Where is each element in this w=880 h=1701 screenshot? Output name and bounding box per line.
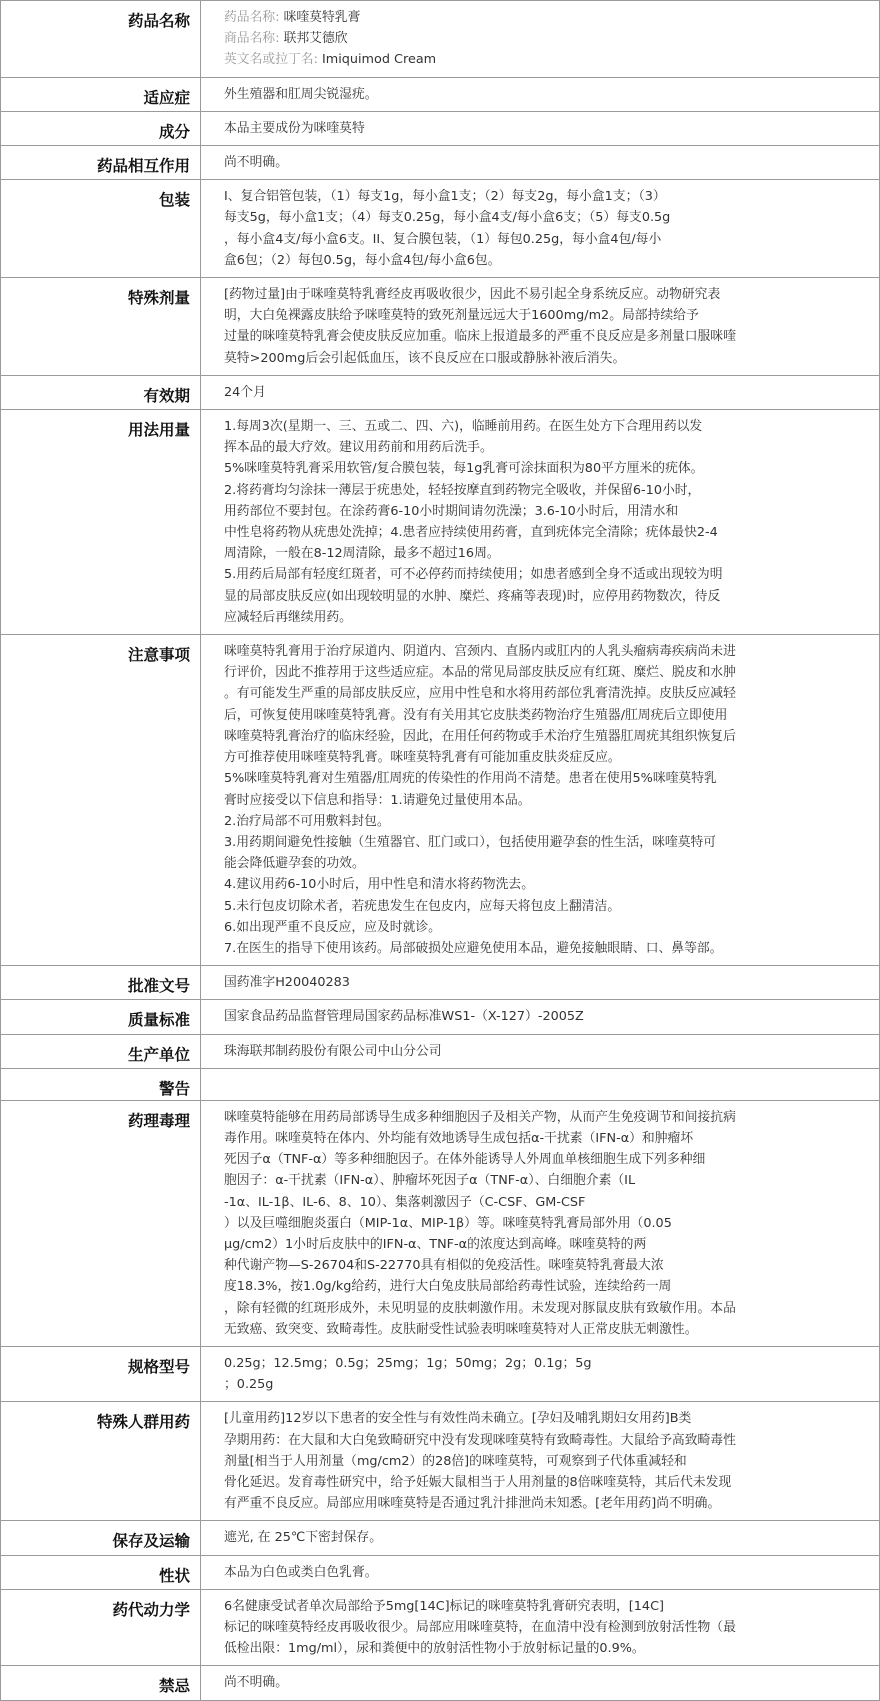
text-line: 标记的咪喹莫特经皮再吸收很少。局部应用咪喹莫特，在血清中没有检测到放射活性物（最 <box>224 1620 736 1635</box>
text-line: 膏时应接受以下信息和指导：1.请避免过量使用本品。 <box>224 792 531 808</box>
text-line: 5.用药后局部有轻度红斑者，可不必停药而持续使用；如患者感到全身不适或出现较为明 <box>224 567 723 583</box>
text-line: 国药准字H20040283 <box>224 975 350 991</box>
info-row <box>1 1068 880 1100</box>
text-line: 尚不明确。 <box>224 155 288 171</box>
text-line: 骨化延迟。发育毒性研究中，给予妊娠大鼠相当于人用剂量的8倍咪喹莫特，其后代未发现 <box>224 1474 732 1490</box>
info-row <box>1 1034 880 1068</box>
row-label: 药品名称 <box>1 1 201 78</box>
row-value <box>201 1346 880 1401</box>
row-value <box>201 1068 880 1100</box>
info-row <box>1 1 880 78</box>
text-line: 外生殖器和肛周尖锐湿疣。 <box>224 86 378 102</box>
name-value: Imiquimod Cream <box>321 52 437 68</box>
row-label: 特殊剂量 <box>1 278 201 376</box>
row-value <box>201 1521 880 1555</box>
text-line: 种代谢产物—S-26704和S-22770具有相似的免疫活性。咪喹莫特乳膏最大浓 <box>224 1258 664 1274</box>
text-line: 能会降低避孕套的功效。 <box>224 856 365 872</box>
text-line: 死因子α（TNF-α）等多种细胞因子。在体外能诱导人外周血单核细胞生成下列多种细 <box>224 1152 706 1168</box>
text-line: 本品为白色或类白色乳膏。 <box>224 1564 378 1580</box>
row-value <box>201 1555 880 1589</box>
row-label: 性状 <box>1 1555 201 1589</box>
name-line <box>224 49 799 70</box>
text-line: 2.将药膏均匀涂抹一薄层于疣患处，轻轻按摩直到药物完全吸收，并保留6-10小时， <box>224 482 701 498</box>
info-row <box>1 375 880 409</box>
row-label: 有效期 <box>1 375 201 409</box>
info-row <box>1 1666 880 1700</box>
info-row <box>1 1555 880 1589</box>
text-line: ）以及巨噬细胞炎蛋白（MIP-1α、MIP-1β）等。咪喹莫特乳膏局部外用（0.05 <box>224 1215 672 1231</box>
text-line: 周清除，一般在8-12周清除，最多不超过16周。 <box>224 546 500 562</box>
row-label: 禁忌 <box>1 1666 201 1700</box>
name-value: 联邦艾德欣 <box>283 31 348 47</box>
row-value <box>201 1589 880 1666</box>
row-label: 特殊人群用药 <box>1 1402 201 1521</box>
text-line: 中性皂将药物从疣患处洗掉；4.患者应持续使用药膏，直到疣体完全清除；疣体最快2-4 <box>224 525 718 541</box>
text-line: ，每小盒4支/每小盒6支。II、复合膜包装，（1）每包0.25g，每小盒4包/每小 <box>224 231 662 247</box>
text-line: 有严重不良反应。局部应用咪喹莫特是否通过乳汁排泄尚未知悉。[老年用药]尚不明确。 <box>224 1496 721 1512</box>
text-line: 本品主要成份为咪喹莫特 <box>224 120 365 136</box>
row-value <box>201 111 880 145</box>
row-label: 包装 <box>1 180 201 278</box>
text-line: 5%咪喹莫特乳膏对生殖器/肛周疣的传染性的作用尚不清楚。患者在使用5%咪喹莫特乳 <box>224 771 717 787</box>
text-line: 盒6包；（2）每包0.5g，每小盒4包/每小盒6包。 <box>224 252 501 268</box>
text-line: 咪喹莫特乳膏治疗的临床经验，因此，在用任何药物或手术治疗生殖器肛周疣其组织恢复后 <box>224 728 736 744</box>
row-value <box>201 1402 880 1521</box>
row-value <box>201 635 880 966</box>
row-label: 适应症 <box>1 77 201 111</box>
text-line: 咪喹莫特乳膏用于治疗尿道内、阴道内、宫颈内、直肠内或肛内的人乳头瘤病毒疾病尚未进 <box>224 644 736 660</box>
text-line: 0.25g；12.5mg；0.5g；25mg；1g；50mg；2g；0.1g；5g <box>224 1355 592 1371</box>
row-label: 规格型号 <box>1 1346 201 1401</box>
name-key: 英文名或拉丁名: <box>224 52 318 68</box>
row-value <box>201 966 880 1000</box>
text-line: 每支5g，每小盒1支；（4）每支0.25g，每小盒4支/每小盒6支；（5）每支0.5g <box>224 210 671 226</box>
row-value <box>201 1000 880 1034</box>
info-row <box>1 1402 880 1521</box>
text-line: μg/cm2）1小时后皮肤中的IFN-α、TNF-α的浓度达到高峰。咪喹莫特的两 <box>224 1236 647 1252</box>
text-line: 6名健康受试者单次局部给予5mg[14C]标记的咪喹莫特乳膏研究表明，[14C] <box>224 1598 664 1614</box>
text-line: 5%咪喹莫特乳膏采用软管/复合膜包装，每1g乳膏可涂抹面积为80平方厘米的疣体。 <box>224 461 704 477</box>
row-label: 保存及运输 <box>1 1521 201 1555</box>
row-value <box>201 1100 880 1346</box>
row-value <box>201 1034 880 1068</box>
text-line: 遮光, 在 25℃下密封保存。 <box>224 1530 383 1546</box>
row-value <box>201 1666 880 1700</box>
text-line: 无致癌、致突变、致畸毒性。皮肤耐受性试验表明咪喹莫特对人正常皮肤无刺激性。 <box>224 1321 698 1337</box>
info-row <box>1 1589 880 1666</box>
text-line: 度18.3%，按1.0g/kg给药，进行大白兔皮肤局部给药毒性试验，连续给药一周 <box>224 1279 672 1295</box>
row-label: 批准文号 <box>1 966 201 1000</box>
text-line: 毒作用。咪喹莫特在体内、外均能有效地诱导生成包括α-干扰素（IFN-α）和肿瘤坏 <box>224 1130 694 1146</box>
text-line: 应减轻后再继续用药。 <box>224 609 352 625</box>
text-line: 孕期用药：在大鼠和大白兔致畸研究中没有发现咪喹莫特有致畸毒性。大鼠给予高致畸毒性 <box>224 1432 736 1448</box>
row-value <box>201 278 880 376</box>
text-line: [儿童用药]12岁以下患者的安全性与有效性尚未确立。[孕妇及哺乳期妇女用药]B类 <box>224 1411 692 1427</box>
text-line: 1.每周3次(星期一、三、五或二、四、六)，临睡前用药。在医生处方下合理用药以发 <box>224 419 703 435</box>
info-row <box>1 1100 880 1346</box>
row-value <box>201 1 880 78</box>
name-value: 咪喹莫特乳膏 <box>283 10 361 25</box>
text-line: 3.用药期间避免性接触（生殖器官、肛门或口），包括使用避孕套的性生活，咪喹莫特可 <box>224 834 717 850</box>
info-row <box>1 635 880 966</box>
text-line: 珠海联邦制药股份有限公司中山分公司 <box>224 1043 442 1059</box>
name-line <box>224 28 799 49</box>
text-line: 4.建议用药6-10小时后，用中性皂和清水将药物洗去。 <box>224 877 534 893</box>
text-line: 莫特>200mg后会引起低血压，该不良反应在口服或静脉补液后消失。 <box>224 350 626 366</box>
info-row <box>1 77 880 111</box>
text-line: 6.如出现严重不良反应，应及时就诊。 <box>224 919 441 935</box>
text-line: 咪喹莫特能够在用药局部诱导生成多种细胞因子及相关产物，从而产生免疫调节和间接抗病 <box>224 1109 736 1125</box>
text-line: 剂量[相当于人用剂量（mg/cm2）的28倍]的咪喹莫特，可观察到子代体重减轻和 <box>224 1453 687 1469</box>
text-line: [药物过量]由于咪喹莫特乳膏经皮再吸收很少，因此不易引起全身系统反应。动物研究表 <box>224 287 721 303</box>
text-line: 行评价，因此不推荐用于这些适应症。本品的常见局部皮肤反应有红斑、糜烂、脱皮和水肿 <box>224 665 736 681</box>
row-value <box>201 410 880 635</box>
name-key: 药品名称: <box>224 10 280 25</box>
text-line: I、复合铝管包装，（1）每支1g，每小盒1支；（2）每支2g，每小盒1支；（3） <box>224 189 666 205</box>
text-line: 胞因子：α-干扰素（IFN-α）、肿瘤坏死因子α（TNF-α）、白细胞介素（IL <box>224 1173 636 1189</box>
row-label: 用法用量 <box>1 410 201 635</box>
text-line: 尚不明确。 <box>224 1675 288 1691</box>
text-line: 5.未行包皮切除术者，若疣患发生在包皮内，应每天将包皮上翻清洁。 <box>224 898 621 914</box>
text-line: ，除有轻微的红斑形成外，未见明显的皮肤刺激作用。未发现对豚鼠皮肤有致敏作用。本品 <box>224 1300 736 1316</box>
text-line: ；0.25g <box>224 1377 274 1393</box>
row-value <box>201 180 880 278</box>
text-line: 后，可恢复使用咪喹莫特乳膏。没有有关用其它皮肤类药物治疗生殖器/肛周疣后立即使用 <box>224 707 728 723</box>
row-label: 成分 <box>1 111 201 145</box>
text-line: 7.在医生的指导下使用该药。局部破损处应避免使用本品，避免接触眼睛、口、鼻等部。 <box>224 940 723 956</box>
row-label: 药代动力学 <box>1 1589 201 1666</box>
drug-info-body <box>1 1 880 1701</box>
row-value <box>201 77 880 111</box>
info-row <box>1 1521 880 1555</box>
info-row <box>1 278 880 376</box>
text-line: 2.治疗局部不可用敷料封包。 <box>224 813 390 829</box>
name-key: 商品名称: <box>224 31 280 47</box>
row-value <box>201 375 880 409</box>
row-label: 注意事项 <box>1 635 201 966</box>
row-label: 药理毒理 <box>1 1100 201 1346</box>
info-row <box>1 1346 880 1401</box>
text-line: 方可推荐使用咪喹莫特乳膏。咪喹莫特乳膏有可能加重皮肤炎症反应。 <box>224 750 621 766</box>
text-line: 显的局部皮肤反应(如出现较明显的水肿、糜烂、疼痛等表现)时，应停用药物数次，待反 <box>224 588 721 604</box>
info-row <box>1 966 880 1000</box>
text-line: 过量的咪喹莫特乳膏会使皮肤反应加重。临床上报道最多的严重不良反应是多剂量口服咪喹 <box>224 329 736 345</box>
row-label: 警告 <box>1 1068 201 1100</box>
text-line: 挥本品的最大疗效。建议用药前和用药后洗手。 <box>224 440 493 456</box>
info-row <box>1 146 880 180</box>
row-label: 药品相互作用 <box>1 146 201 180</box>
text-line: -1α、IL-1β、IL-6、8、10）、集落刺激因子（C-CSF、GM-CSF <box>224 1194 586 1210</box>
name-line <box>224 7 799 28</box>
text-line: 国家食品药品监督管理局国家药品标准WS1-（X-127）-2005Z <box>224 1009 584 1025</box>
text-line: 低检出限：1mg/ml），尿和粪便中的放射活性物小于放射标记量的0.9%。 <box>224 1641 645 1657</box>
text-line: 24个月 <box>224 384 266 400</box>
text-line: 用药部位不要封包。在涂药膏6-10小时期间请勿洗澡；3.6-10小时后，用清水和 <box>224 503 679 519</box>
info-row <box>1 111 880 145</box>
row-value <box>201 146 880 180</box>
info-row <box>1 1000 880 1034</box>
info-row <box>1 410 880 635</box>
text-line: 明，大白兔裸露皮肤给予咪喹莫特的致死剂量远远大于1600mg/m2。局部持续给予 <box>224 308 699 324</box>
text-line: 。有可能发生严重的局部皮肤反应，应用中性皂和水将用药部位乳膏清洗掉。皮肤反应减轻 <box>224 686 736 702</box>
info-row <box>1 180 880 278</box>
row-label: 质量标准 <box>1 1000 201 1034</box>
row-label: 生产单位 <box>1 1034 201 1068</box>
